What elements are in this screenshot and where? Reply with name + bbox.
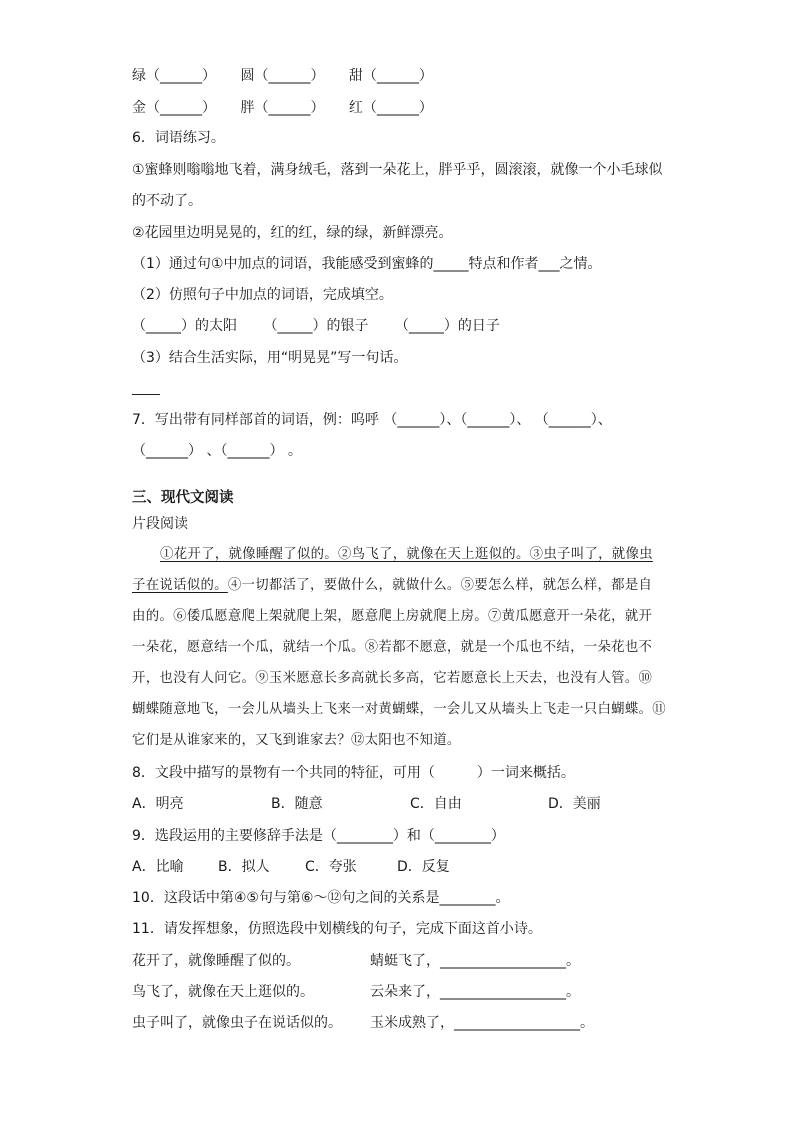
passage-line-1: [160, 545, 653, 565]
q6-part-3: （3）结合生活实际，用“明晃晃”写一句话。: [132, 350, 408, 366]
section-subtitle: 片段阅读: [132, 516, 188, 532]
q5-item: 甜（______）: [348, 68, 433, 84]
q6-part-2-blanks: [132, 316, 500, 336]
q6-sentence-2: ②花园里边明晃晃的，红的红，绿的绿，新鲜漂亮。: [132, 225, 453, 241]
blank-phrase: （_____）的日子: [394, 318, 500, 334]
q6-sentence-1-line-1: ①蜜蜂则嗡嗡地飞着，满身绒毛，落到一朵花上，胖乎乎，圆滚滚，就像一个小毛球似: [132, 162, 663, 178]
q11-right-3: 玉米成熟了，__________________。: [370, 1015, 594, 1031]
q8-option-b: B．随意: [271, 796, 323, 812]
q5-item: 绿（______）: [132, 68, 216, 84]
q5-item: 胖（______）: [240, 100, 325, 116]
blank-phrase: （_____）的太阳: [132, 318, 237, 334]
q5-row-1: [132, 66, 433, 86]
q9-option-d: D．反复: [397, 859, 450, 875]
q10-question: 10．这段话中第④⑤句与第⑥～⑫句之间的关系是________。: [132, 890, 510, 906]
q9-option-c: C．夸张: [305, 859, 357, 875]
underlined-sentence: 子在说话似的。: [132, 578, 228, 593]
q5-item: 金（______）: [132, 100, 216, 116]
q7-line-2: （______） 、（______） 。: [132, 443, 302, 459]
passage-line-7: 它们是从谁家来的，又飞到谁家去？⑫太阳也不知道。: [132, 733, 461, 748]
underlined-sentence: ①花开了，就像睡醒了似的。②鸟飞了，就像在天上逛似的。③虫子叫了，就像虫: [160, 547, 653, 562]
passage-line-4: 一朵花，愿意结一个瓜，就结一个瓜。⑧若都不愿意，就是一个瓜也不结，一朵花也不: [132, 640, 653, 655]
q6-sentence-1-line-2: 的不动了。: [132, 193, 202, 209]
q6-part-2: （2）仿照句子中加点的词语，完成填空。: [132, 287, 393, 303]
passage-line-3: 由的。⑥倭瓜愿意爬上架就爬上架，愿意爬上房就爬上房。⑦黄瓜愿意开一朵花，就开: [132, 609, 653, 624]
q11-question: 11．请发挥想象，仿照选段中划横线的句子，完成下面这首小诗。: [132, 921, 542, 937]
q8-question: 8．文段中描写的景物有一个共同的特征，可用（ ）一词来概括。: [132, 765, 575, 781]
q5-row-2: [132, 98, 433, 118]
q6-heading: 6．词语练习。: [132, 130, 225, 146]
q11-right-1: 蜻蜓飞了，__________________。: [370, 953, 580, 969]
q8-option-c: C．自由: [410, 796, 462, 812]
section-title: 三、现代文阅读: [132, 490, 234, 506]
q9-option-a: A．比喻: [132, 859, 184, 875]
q5-item: 红（______）: [348, 100, 433, 116]
q6-part-1: （1）通过句①中加点的词语，我能感受到蜜蜂的_____特点和作者___之情。: [132, 256, 602, 272]
q11-right-2: 云朵来了，__________________。: [370, 984, 580, 1000]
q9-question: 9．选段运用的主要修辞手法是（________）和（________）: [132, 828, 505, 844]
q9-option-b: B．拟人: [218, 859, 270, 875]
q11-left-3: 虫子叫了，就像虫子在说话似的。: [132, 1015, 342, 1031]
q5-item: 圆（______）: [240, 68, 325, 84]
passage-text: ④一切都活了，要做什么，就做什么。⑤要怎么样，就怎么样，都是自: [227, 578, 653, 593]
q11-left-2: 鸟飞了，就像在天上逛似的。: [132, 984, 314, 1000]
q7-line-1: 7．写出带有同样部首的词语，例：呜呼 （______）、（______）、 （______）、: [132, 412, 612, 428]
q8-option-d: D．美丽: [548, 796, 601, 812]
q8-option-a: A．明亮: [132, 796, 184, 812]
q11-left-1: 花开了，就像睡醒了似的。: [132, 953, 300, 969]
passage-line-6: 蝴蝶随意地飞，一会儿从墙头上飞来一对黄蝴蝶，一会儿又从墙头上飞走一只白蝴蝶。⑪: [132, 702, 666, 717]
blank-phrase: （_____）的银子: [263, 318, 369, 334]
passage-line-5: 开，也没有人问它。⑨玉米愿意长多高就长多高，它若愿意长上天去，也没有人管。⑩: [132, 671, 653, 686]
answer-line: [132, 394, 160, 395]
passage-line-2: [132, 576, 652, 596]
